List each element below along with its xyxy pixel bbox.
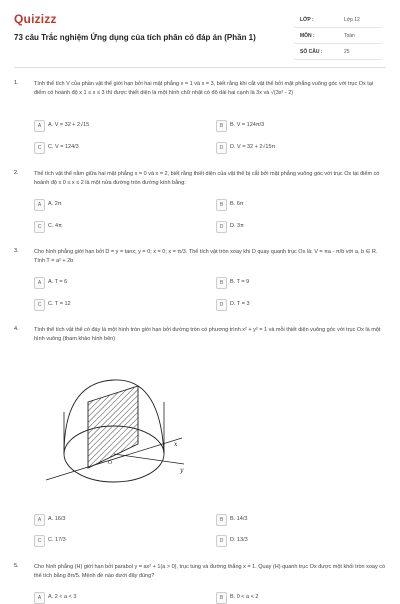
question-text: Tính thể tích V của phần vật thể giới hạn bởi hai mặt phẳng x = 1 và x = 3, biết rằng khi cắt vật thể bởi mặt phẳng vuông góc với trục Ox tại điểm có hoành độ x 1 ≤ x ≤ 3 thì được thiết diện là một hình chữ nhật có độ dài hai cạnh là 3x và √(3x² - 2) — [34, 81, 374, 96]
option-text: A. T = 6 — [48, 279, 68, 285]
option-text: B. 6π — [230, 201, 244, 207]
option-b[interactable] — [216, 120, 366, 132]
meta-key: LỚP : — [300, 17, 314, 23]
option-letter: A — [34, 199, 45, 211]
meta-value: Lớp 12 — [344, 17, 360, 23]
option-text: D. 13/3 — [230, 537, 248, 543]
option-b[interactable] — [216, 592, 366, 604]
option-b[interactable] — [216, 514, 366, 526]
y-axis — [114, 454, 184, 464]
header-divider — [14, 67, 386, 68]
meta-row-count — [294, 44, 382, 60]
question-text: Thể tích vật thể nằm giữa hai mặt phẳng x = 0 và x = 2, biết rằng thiết diện của vật thể bị cắt bởi mặt phẳng vuông góc với trục Ox tại điểm có hoành độ x 0 ≤ x ≤ 2 là một nửa đường tròn đường kính bằng: — [34, 171, 380, 186]
option-letter: A — [34, 592, 45, 604]
option-c[interactable] — [34, 142, 184, 154]
option-b[interactable] — [216, 277, 366, 289]
option-text: A. V = 32 + 2√15 — [48, 122, 90, 128]
option-a[interactable] — [34, 277, 184, 289]
option-letter: D — [216, 142, 227, 154]
option-c[interactable] — [34, 299, 184, 311]
option-text: C. T = 12 — [48, 301, 71, 307]
option-d[interactable] — [216, 221, 366, 233]
meta-key: MÔN : — [300, 33, 315, 39]
question-text: Cho hình phẳng (H) giới hạn bởi parabol y = ax² + 1(a > 0), trục tung và đường thẳng x = 1. Quay (H) quanh trục Ox được một khối tròn xoay có thể tích bằng 8π/5. Mệnh đề nào dưới đây đúng? — [34, 564, 386, 579]
page-header — [0, 0, 400, 62]
option-a[interactable] — [34, 514, 184, 526]
option-letter: B — [216, 199, 227, 211]
option-letter: C — [34, 221, 45, 233]
question-text: Tính thể tích vật thể có đáy là một hình tròn giới hạn bởi đường tròn có phương trình x² + y² = 1 và mỗi thiết diện vuông góc với trục Ox là một hình vuông (tham khảo hình bên) — [34, 327, 381, 342]
option-text: B. V = 124π/3 — [230, 122, 265, 128]
option-text: C. 17/3 — [48, 537, 66, 543]
option-text: A. 16/3 — [48, 516, 66, 522]
option-letter: B — [216, 592, 227, 604]
question-number: 2. — [14, 170, 19, 176]
meta-value: Toán — [344, 33, 355, 39]
option-text: A. 2 < a < 3 — [48, 594, 77, 600]
option-text: D. 3π — [230, 223, 244, 229]
option-letter: C — [34, 299, 45, 311]
meta-value: 25 — [344, 49, 350, 55]
option-letter: B — [216, 514, 227, 526]
meta-row-subject — [294, 28, 382, 44]
option-d[interactable] — [216, 299, 366, 311]
option-letter: B — [216, 120, 227, 132]
option-text: C. V = 124/3 — [48, 144, 79, 150]
option-d[interactable] — [216, 142, 366, 154]
option-c[interactable] — [34, 221, 184, 233]
option-letter: A — [34, 120, 45, 132]
y-label: y — [180, 467, 184, 474]
option-text: D. T = 3 — [230, 301, 250, 307]
question-number: 5. — [14, 563, 19, 569]
question-text: Cho hình phẳng giới hạn bởi D = y = tanx; y = 0; x = 0; x = π/3. Thể tích vật tròn xoay khi D quay quanh trục Ox là: V = πa - π/b với a, b ∈ R. Tính T = a² + 2b — [34, 249, 378, 264]
option-text: D. V = 32 + 2√15π — [230, 144, 276, 150]
option-c[interactable] — [34, 535, 184, 547]
option-letter: B — [216, 277, 227, 289]
question-number: 1. — [14, 80, 19, 86]
x-label: x — [174, 441, 178, 448]
quiz-title: 73 câu Trắc nghiệm Ứng dụng của tích phân có đáp án (Phần 1) — [14, 33, 256, 42]
origin-label: O — [108, 460, 113, 466]
quiz-meta-table — [294, 12, 382, 60]
option-a[interactable] — [34, 120, 184, 132]
option-letter: C — [34, 142, 45, 154]
option-text: B. 14/3 — [230, 516, 248, 522]
option-text: A. 2π — [48, 201, 62, 207]
option-letter: D — [216, 221, 227, 233]
solid-figure — [42, 372, 192, 502]
option-letter: D — [216, 299, 227, 311]
option-a[interactable] — [34, 592, 184, 604]
option-text: C. 4π — [48, 223, 62, 229]
question-number: 4. — [14, 326, 19, 332]
option-letter: A — [34, 514, 45, 526]
square-section — [88, 386, 138, 468]
meta-row-class — [294, 12, 382, 28]
option-letter: C — [34, 535, 45, 547]
quizizz-logo: Quizizz — [14, 12, 57, 26]
meta-key: SỐ CÂU : — [300, 49, 323, 55]
option-b[interactable] — [216, 199, 366, 211]
question-number: 3. — [14, 248, 19, 254]
option-letter: D — [216, 535, 227, 547]
option-letter: A — [34, 277, 45, 289]
option-a[interactable] — [34, 199, 184, 211]
option-text: B. T = 9 — [230, 279, 250, 285]
option-text: B. 0 < a < 2 — [230, 594, 259, 600]
option-d[interactable] — [216, 535, 366, 547]
